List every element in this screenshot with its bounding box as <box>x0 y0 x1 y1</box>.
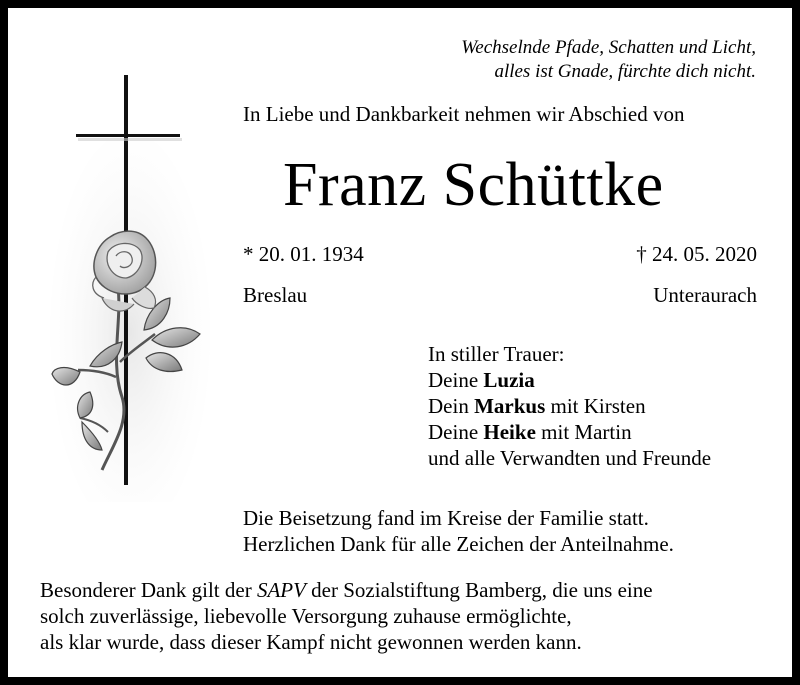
sapv-term: SAPV <box>256 578 306 602</box>
special-thanks-line-1: Besonderer Dank gilt der SAPV der Sozialstiftung Bamberg, die uns eine <box>40 578 653 602</box>
intro-text: In Liebe und Dankbarkeit nehmen wir Abschied von <box>243 102 685 126</box>
mourner-line-1: Deine Luzia <box>428 368 535 392</box>
mourner-name-1: Luzia <box>483 368 535 392</box>
mourners-heading: In stiller Trauer: <box>428 342 565 366</box>
mourner-name-3: Heike <box>483 420 536 444</box>
death-date: † 24. 05. 2020 <box>636 242 757 266</box>
special-thanks-line-3: als klar wurde, dass dieser Kampf nicht gewonnen werden kann. <box>40 630 582 654</box>
funeral-note-2: Herzlichen Dank für alle Zeichen der Anteilnahme. <box>243 532 674 556</box>
quote-line-2: alles ist Gnade, fürchte dich nicht. <box>494 61 756 82</box>
quote-line-1: Wechselnde Pfade, Schatten und Licht, <box>461 37 756 58</box>
birth-place: Breslau <box>243 283 308 307</box>
funeral-note-1: Die Beisetzung fand im Kreise der Familie statt. <box>243 506 649 530</box>
cross-and-rose-illustration <box>50 72 210 502</box>
death-place: Unteraurach <box>653 283 757 307</box>
mourner-line-4: und alle Verwandten und Freunde <box>428 446 712 470</box>
birth-date: * 20. 01. 1934 <box>243 242 364 266</box>
mourner-line-3: Deine Heike mit Martin <box>428 420 632 444</box>
mourner-line-2: Dein Markus mit Kirsten <box>428 394 646 418</box>
mourner-name-2: Markus <box>474 394 546 418</box>
special-thanks-line-2: solch zuverlässige, liebevolle Versorgung zuhause ermöglichte, <box>40 604 572 628</box>
deceased-name: Franz Schüttke <box>283 151 664 219</box>
